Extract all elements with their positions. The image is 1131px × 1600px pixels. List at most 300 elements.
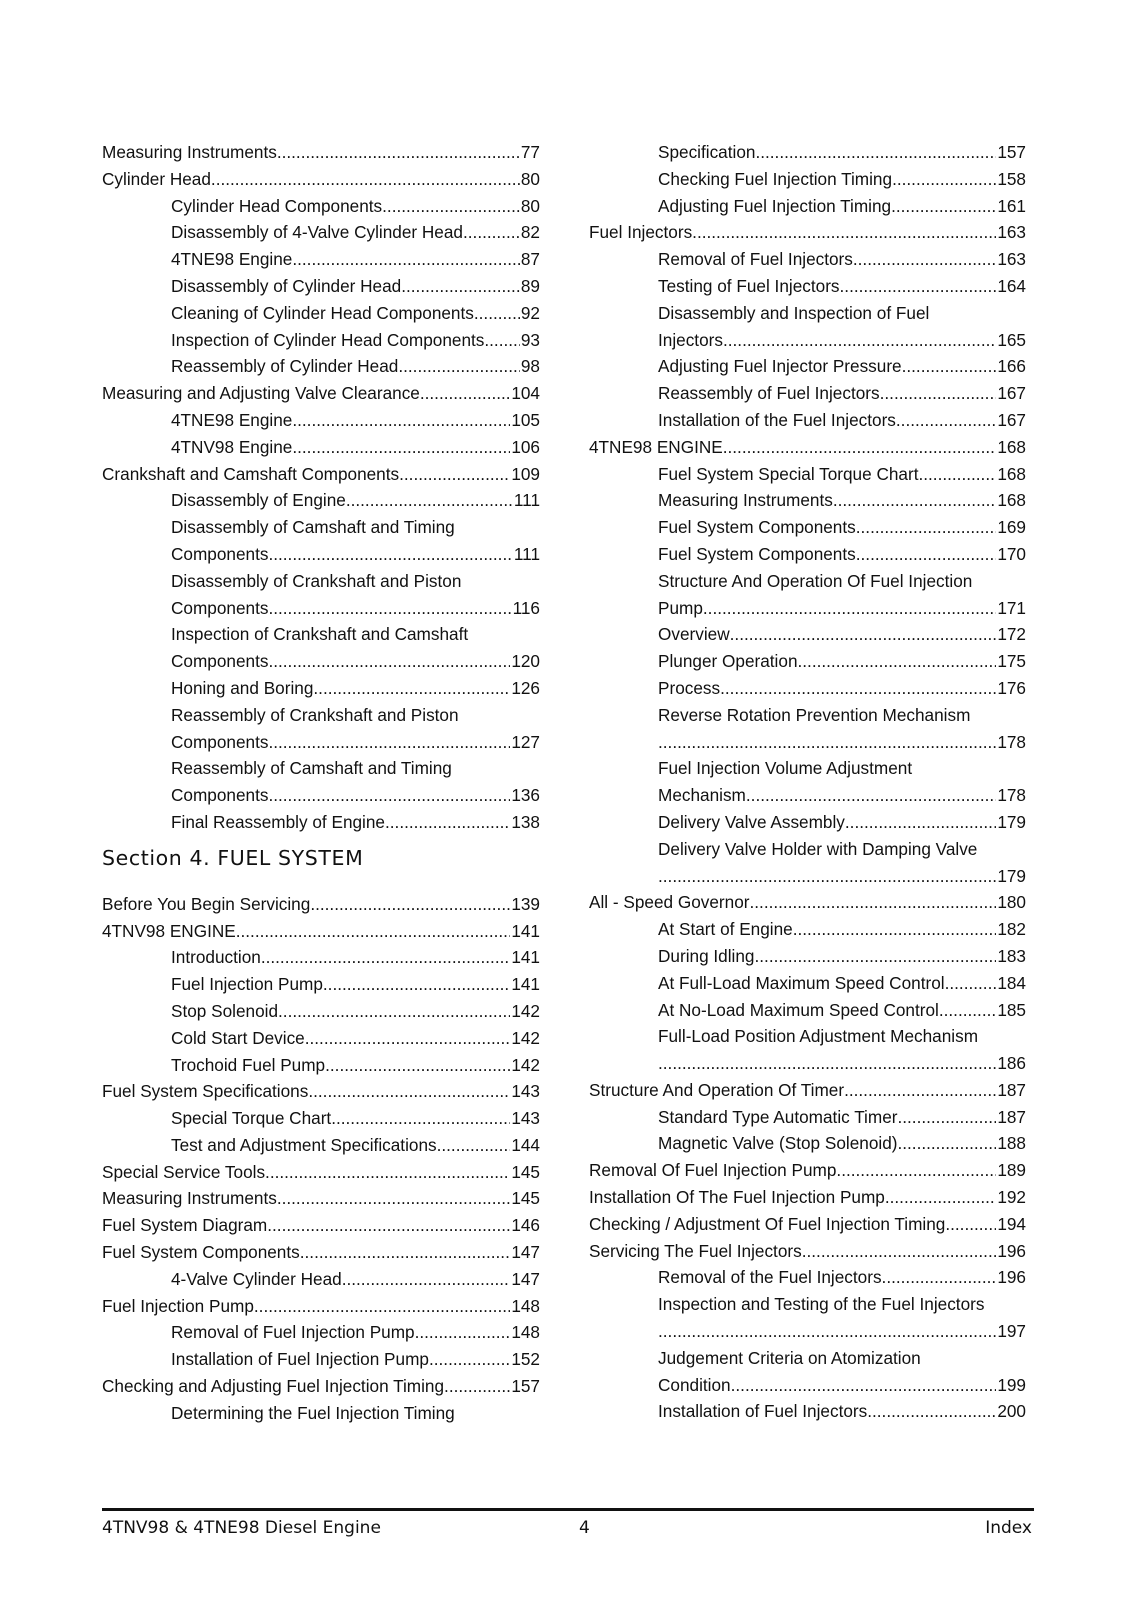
toc-page-number: 157 xyxy=(997,142,1026,162)
dot-leader xyxy=(325,1052,510,1079)
toc-entry-title: At No-Load Maximum Speed Control xyxy=(658,999,939,1020)
toc-entry-title: Inspection and Testing of the Fuel Injectors xyxy=(658,1294,985,1315)
toc-entry-title: Disassembly and Inspection of Fuel xyxy=(658,302,930,323)
footer-section: Index xyxy=(985,1518,1032,1538)
dot-leader xyxy=(399,461,510,488)
toc-page-number: 197 xyxy=(997,1321,1026,1342)
toc-entry-title: Overview xyxy=(658,624,730,645)
toc-entry-title: Before You Begin Servicing xyxy=(102,893,311,914)
dot-leader xyxy=(891,193,996,220)
toc-page-number: 148 xyxy=(511,1322,540,1343)
toc-page-number: 146 xyxy=(511,1215,540,1236)
toc-page-number: 171 xyxy=(997,597,1026,618)
dot-leader xyxy=(856,541,997,568)
footer-rule xyxy=(102,1508,1034,1511)
toc-page-number: 148 xyxy=(511,1295,540,1316)
toc-page-number: 167 xyxy=(997,409,1026,430)
toc-entry[interactable] xyxy=(589,997,1026,1024)
dot-leader xyxy=(798,648,997,675)
toc-entry-title: Reassembly of Camshaft and Timing xyxy=(171,758,452,779)
toc-entry-title: Measuring and Adjusting Valve Clearance xyxy=(102,383,420,404)
toc-entry-title: Standard Type Automatic Timer xyxy=(658,1106,898,1127)
toc-entry[interactable] xyxy=(589,380,1026,407)
toc-entry-continued xyxy=(589,1023,1026,1050)
toc-entry[interactable] xyxy=(589,327,1026,354)
toc-entry-continued xyxy=(102,1400,540,1427)
toc-entry-title: Fuel Injection Pump xyxy=(102,1295,254,1316)
toc-entry[interactable] xyxy=(102,461,540,488)
dot-leader xyxy=(945,1211,996,1238)
toc-entry-title: At Full-Load Maximum Speed Control xyxy=(658,972,945,993)
toc-entry-title: Injectors xyxy=(658,329,723,350)
dot-leader xyxy=(833,487,997,514)
toc-page-number: 87 xyxy=(520,249,540,270)
toc-entry-title: 4TNE98 Engine xyxy=(171,249,293,270)
toc-entry-title: Disassembly of Crankshaft and Piston xyxy=(171,570,462,591)
toc-entry-title: Special Torque Chart xyxy=(171,1108,332,1129)
toc-entry-title: Removal of Fuel Injection Pump xyxy=(171,1322,415,1343)
toc-entry[interactable] xyxy=(102,1159,540,1186)
dot-leader xyxy=(867,1398,996,1425)
toc-entry-title: Disassembly of 4-Valve Cylinder Head xyxy=(171,222,463,243)
toc-entry-title: Inspection of Cylinder Head Components xyxy=(171,329,485,350)
dot-leader xyxy=(885,1184,996,1211)
toc-entry[interactable] xyxy=(589,434,1026,461)
toc-page-number: 200 xyxy=(997,1401,1026,1422)
toc-page-number: 183 xyxy=(997,945,1026,966)
toc-entry[interactable] xyxy=(589,407,1026,434)
dot-leader xyxy=(703,595,996,622)
dot-leader xyxy=(261,944,510,971)
toc-entry-title: 4-Valve Cylinder Head xyxy=(171,1268,342,1289)
toc-entry[interactable] xyxy=(589,353,1026,380)
toc-entry-title: Judgement Criteria on Atomization xyxy=(658,1347,921,1368)
dot-leader xyxy=(897,1130,996,1157)
toc-entry[interactable] xyxy=(102,1052,540,1079)
toc-entry-continued xyxy=(589,1345,1026,1372)
toc-entry-title: Special Service Tools xyxy=(102,1161,266,1182)
dot-leader xyxy=(292,434,510,461)
toc-entry-title: Stop Solenoid xyxy=(171,1000,279,1021)
toc-entry[interactable] xyxy=(589,1184,1026,1211)
dot-leader xyxy=(793,916,997,943)
toc-page-number: 196 xyxy=(997,1240,1026,1261)
toc-page-number: 166 xyxy=(997,356,1026,377)
toc-entry[interactable] xyxy=(102,971,540,998)
toc-entry[interactable] xyxy=(589,889,1026,916)
toc-page-number: 89 xyxy=(520,275,540,296)
toc-entry-continued xyxy=(102,568,540,595)
toc-page-number: 98 xyxy=(520,356,540,377)
toc-page-number: 141 xyxy=(511,920,540,941)
toc-entry[interactable] xyxy=(102,675,540,702)
dot-leader xyxy=(731,1372,997,1399)
dot-leader xyxy=(300,1239,511,1266)
toc-entry[interactable] xyxy=(589,461,1026,488)
dot-leader xyxy=(310,891,510,918)
toc-page-number: 105 xyxy=(511,409,540,430)
dot-leader xyxy=(474,300,520,327)
toc-entry-title: Structure And Operation Of Fuel Injection xyxy=(658,570,973,591)
dot-leader xyxy=(268,729,510,756)
toc-page-number: 169 xyxy=(997,517,1026,538)
toc-entry[interactable] xyxy=(102,407,540,434)
toc-page-number: 194 xyxy=(997,1213,1026,1234)
toc-entry-title: Checking and Adjusting Fuel Injection Timing xyxy=(102,1376,445,1397)
toc-page-number: 116 xyxy=(512,597,540,618)
toc-entry[interactable] xyxy=(102,246,540,273)
toc-entry-title: Determining the Fuel Injection Timing xyxy=(171,1402,455,1423)
toc-page-number: 165 xyxy=(997,329,1026,350)
toc-entry[interactable] xyxy=(102,891,540,918)
toc-entry-continued xyxy=(589,755,1026,782)
dot-leader xyxy=(305,1025,511,1052)
toc-entry[interactable] xyxy=(102,648,540,675)
toc-page-number: 185 xyxy=(997,999,1026,1020)
toc-entry-continued xyxy=(589,300,1026,327)
dot-leader xyxy=(853,246,996,273)
toc-page-number: 136 xyxy=(511,785,540,806)
toc-entry[interactable] xyxy=(102,944,540,971)
toc-entry[interactable] xyxy=(589,1238,1026,1265)
page-footer xyxy=(102,1515,1032,1541)
toc-entry[interactable] xyxy=(589,1157,1026,1184)
toc-entry-title: 4TNE98 ENGINE xyxy=(589,436,723,457)
toc-page-number: 180 xyxy=(997,892,1026,913)
toc-page-number: 142 xyxy=(511,1000,540,1021)
dot-leader xyxy=(755,139,996,166)
toc-entry-title: 4TNE98 Engine xyxy=(171,409,293,430)
toc-page-number: 168 xyxy=(997,463,1026,484)
toc-entry-title: Installation of Fuel Injection Pump xyxy=(171,1349,429,1370)
toc-entry-title: Components xyxy=(171,731,269,752)
toc-entry[interactable] xyxy=(589,246,1026,273)
toc-entry[interactable] xyxy=(102,166,540,193)
dot-leader xyxy=(268,541,512,568)
toc-page-number: 109 xyxy=(511,463,540,484)
toc-entry-title: Cylinder Head xyxy=(102,168,211,189)
toc-entry-title: Fuel System Diagram xyxy=(102,1215,268,1236)
toc-entry-title: Fuel System Components xyxy=(102,1242,300,1263)
toc-entry-title: All - Speed Governor xyxy=(589,892,750,913)
toc-page-number: 120 xyxy=(511,651,540,672)
dot-leader xyxy=(331,1105,510,1132)
dot-leader xyxy=(385,809,510,836)
toc-page-number: 187 xyxy=(997,1079,1026,1100)
toc-entry-title: Fuel Injection Pump xyxy=(171,974,323,995)
toc-entry[interactable] xyxy=(589,1264,1026,1291)
dot-leader xyxy=(723,327,996,354)
toc-entry-title: Introduction xyxy=(171,947,261,968)
toc-entry-title: Removal of the Fuel Injectors xyxy=(658,1267,882,1288)
toc-entry[interactable] xyxy=(589,193,1026,220)
toc-entry-title: Measuring Instruments xyxy=(102,142,277,162)
toc-entry[interactable] xyxy=(102,1346,540,1373)
toc-entry[interactable] xyxy=(589,1372,1026,1399)
toc-entry[interactable] xyxy=(589,1318,1026,1345)
toc-page-number: 164 xyxy=(997,275,1026,296)
toc-entry[interactable] xyxy=(102,487,540,514)
toc-entry-title: Checking / Adjustment Of Fuel Injection Timing xyxy=(589,1213,946,1234)
toc-entry-title: Delivery Valve Holder with Damping Valve xyxy=(658,838,978,859)
toc-entry[interactable] xyxy=(589,1104,1026,1131)
dot-leader xyxy=(918,461,996,488)
toc-page-number: 161 xyxy=(997,195,1026,216)
toc-page-number: 106 xyxy=(511,436,540,457)
toc-page-number: 127 xyxy=(511,731,540,752)
dot-leader xyxy=(658,729,996,756)
dot-leader xyxy=(236,918,511,945)
dot-leader xyxy=(346,487,513,514)
toc-entry[interactable] xyxy=(589,273,1026,300)
toc-entry[interactable] xyxy=(102,1078,540,1105)
toc-page-number: 142 xyxy=(511,1054,540,1075)
toc-entry[interactable] xyxy=(102,998,540,1025)
dot-leader xyxy=(939,997,996,1024)
toc-entry-title: Measuring Instruments xyxy=(102,1188,277,1209)
toc-entry-title: Cylinder Head Components xyxy=(171,195,383,216)
toc-page-number: 186 xyxy=(997,1053,1026,1074)
toc-entry[interactable] xyxy=(102,1132,540,1159)
toc-entry[interactable] xyxy=(102,1025,540,1052)
dot-leader xyxy=(323,971,510,998)
toc-entry-title: Components xyxy=(171,597,269,618)
dot-leader xyxy=(844,1077,996,1104)
toc-entry[interactable] xyxy=(589,1398,1026,1425)
toc-page-number: 142 xyxy=(511,1027,540,1048)
dot-leader xyxy=(292,246,520,273)
page-number: 4 xyxy=(579,1518,590,1538)
toc-entry-title: Disassembly of Engine xyxy=(171,490,346,511)
dot-leader xyxy=(401,273,520,300)
dot-leader xyxy=(292,407,510,434)
toc-entry-title: Removal Of Fuel Injection Pump xyxy=(589,1160,837,1181)
toc-entry[interactable] xyxy=(102,1373,540,1400)
toc-entry[interactable] xyxy=(589,863,1026,890)
toc-entry-title: Fuel Injection Volume Adjustment xyxy=(658,758,913,779)
toc-entry[interactable] xyxy=(102,1293,540,1320)
toc-entry[interactable] xyxy=(102,1212,540,1239)
toc-page-number: 157 xyxy=(511,1376,540,1397)
toc-page-number: 192 xyxy=(997,1187,1026,1208)
toc-entry[interactable] xyxy=(102,809,540,836)
dot-leader xyxy=(658,1318,996,1345)
dot-leader xyxy=(902,353,997,380)
toc-right-column xyxy=(589,139,1026,1425)
dot-leader xyxy=(945,970,997,997)
toc-page-number: 168 xyxy=(997,436,1026,457)
toc-entry-title: Cleaning of Cylinder Head Components xyxy=(171,302,474,323)
toc-page-number: 77 xyxy=(520,142,540,162)
toc-entry[interactable] xyxy=(102,273,540,300)
toc-entry[interactable] xyxy=(102,729,540,756)
dot-leader xyxy=(211,166,520,193)
toc-entry-title: Honing and Boring xyxy=(171,677,314,698)
toc-entry[interactable] xyxy=(102,1185,540,1212)
dot-leader xyxy=(308,1078,510,1105)
toc-entry[interactable] xyxy=(589,648,1026,675)
toc-entry-continued xyxy=(589,568,1026,595)
dot-leader xyxy=(720,675,996,702)
dot-leader xyxy=(267,1212,510,1239)
toc-entry[interactable] xyxy=(102,193,540,220)
toc-entry[interactable] xyxy=(589,970,1026,997)
dot-leader xyxy=(398,353,520,380)
toc-entry-title: Components xyxy=(171,651,269,672)
toc-entry-title: During Idling xyxy=(658,945,755,966)
toc-entry[interactable] xyxy=(102,1266,540,1293)
toc-entry[interactable] xyxy=(589,729,1026,756)
toc-page-number: 167 xyxy=(997,383,1026,404)
toc-page-number: 170 xyxy=(997,543,1026,564)
toc-page-number: 188 xyxy=(997,1133,1026,1154)
dot-leader xyxy=(429,1346,510,1373)
toc-entry-title: Adjusting Fuel Injection Timing xyxy=(658,195,892,216)
toc-entry[interactable] xyxy=(589,1050,1026,1077)
toc-entry-title: Mechanism xyxy=(658,785,746,806)
toc-page-number: 176 xyxy=(997,677,1026,698)
dot-leader xyxy=(658,863,996,890)
toc-entry[interactable] xyxy=(102,1239,540,1266)
toc-entry[interactable] xyxy=(589,1077,1026,1104)
toc-entry-title: At Start of Engine xyxy=(658,919,793,940)
toc-entry[interactable] xyxy=(589,675,1026,702)
dot-leader xyxy=(437,1132,511,1159)
toc-entry[interactable] xyxy=(102,595,540,622)
dot-leader xyxy=(277,1185,511,1212)
toc-entry[interactable] xyxy=(589,943,1026,970)
toc-page-number: 111 xyxy=(513,543,540,564)
dot-leader xyxy=(892,166,996,193)
dot-leader xyxy=(896,407,996,434)
dot-leader xyxy=(802,1238,997,1265)
toc-entry[interactable] xyxy=(589,487,1026,514)
toc-entry[interactable] xyxy=(102,1319,540,1346)
toc-entry[interactable] xyxy=(102,353,540,380)
toc-entry-title: Reassembly of Cylinder Head xyxy=(171,356,399,377)
section-heading: Section 4. FUEL SYSTEM xyxy=(102,845,364,870)
dot-leader xyxy=(342,1266,511,1293)
toc-entry[interactable] xyxy=(589,514,1026,541)
toc-entry[interactable] xyxy=(589,621,1026,648)
dot-leader xyxy=(444,1373,510,1400)
toc-entry[interactable] xyxy=(102,541,540,568)
toc-page-number: 178 xyxy=(997,785,1026,806)
toc-entry-title: Fuel System Components xyxy=(658,543,856,564)
toc-entry-title: Magnetic Valve (Stop Solenoid) xyxy=(658,1133,898,1154)
dot-leader xyxy=(382,193,520,220)
toc-entry[interactable] xyxy=(589,139,1026,166)
toc-entry-title: Inspection of Crankshaft and Camshaft xyxy=(171,624,469,645)
dot-leader xyxy=(278,998,510,1025)
toc-entry-title: Delivery Valve Assembly xyxy=(658,811,845,832)
toc-page-number: 104 xyxy=(511,383,540,404)
dot-leader xyxy=(746,782,996,809)
toc-entry-title: Full-Load Position Adjustment Mechanism xyxy=(658,1026,979,1047)
toc-entry-continued xyxy=(589,702,1026,729)
toc-page-number: 144 xyxy=(511,1134,540,1155)
toc-entry-title: Reassembly of Crankshaft and Piston xyxy=(171,704,459,725)
toc-page-number: 178 xyxy=(997,731,1026,752)
toc-entry-title: Final Reassembly of Engine xyxy=(171,811,385,832)
dot-leader xyxy=(755,943,997,970)
dot-leader xyxy=(254,1293,510,1320)
toc-entry[interactable] xyxy=(102,434,540,461)
toc-entry-title: Installation of Fuel Injectors xyxy=(658,1401,868,1422)
toc-entry[interactable] xyxy=(589,782,1026,809)
toc-page-number: 143 xyxy=(511,1108,540,1129)
toc-entry-title: Plunger Operation xyxy=(658,651,798,672)
toc-entry-title: Reverse Rotation Prevention Mechanism xyxy=(658,704,971,725)
toc-page-number: 179 xyxy=(997,811,1026,832)
toc-entry-title: Specification xyxy=(658,142,756,162)
toc-entry[interactable] xyxy=(102,219,540,246)
toc-entry[interactable] xyxy=(589,541,1026,568)
toc-entry-title: 4TNV98 ENGINE xyxy=(102,920,236,941)
dot-leader xyxy=(420,380,510,407)
toc-entry[interactable] xyxy=(589,916,1026,943)
toc-entry[interactable] xyxy=(102,327,540,354)
dot-leader xyxy=(836,1157,996,1184)
toc-page-number: 126 xyxy=(511,677,540,698)
toc-entry-continued xyxy=(102,621,540,648)
toc-entry-title: Installation of the Fuel Injectors xyxy=(658,409,896,430)
toc-entry[interactable] xyxy=(589,595,1026,622)
toc-entry[interactable] xyxy=(102,300,540,327)
dot-leader xyxy=(692,219,996,246)
toc-entry[interactable] xyxy=(102,139,540,166)
toc-entry[interactable] xyxy=(102,1105,540,1132)
toc-page-number: 196 xyxy=(997,1267,1026,1288)
toc-entry-title: Fuel System Specifications xyxy=(102,1081,309,1102)
dot-leader xyxy=(723,434,997,461)
toc-entry-title: Components xyxy=(171,543,269,564)
toc-entry[interactable] xyxy=(102,380,540,407)
toc-entry-title: Condition xyxy=(658,1374,731,1395)
toc-entry-title: Adjusting Fuel Injector Pressure xyxy=(658,356,902,377)
toc-entry-title: Checking Fuel Injection Timing xyxy=(658,168,893,189)
toc-page-number: 141 xyxy=(511,974,540,995)
toc-entry-title: Installation Of The Fuel Injection Pump xyxy=(589,1187,885,1208)
toc-entry-title: Testing of Fuel Injectors xyxy=(658,275,840,296)
toc-entry-continued xyxy=(102,702,540,729)
toc-page-number: 199 xyxy=(997,1374,1026,1395)
toc-entry[interactable] xyxy=(102,782,540,809)
toc-entry-title: Process xyxy=(658,677,721,698)
toc-entry-title: Components xyxy=(171,785,269,806)
toc-entry-title: 4TNV98 Engine xyxy=(171,436,293,457)
toc-page-number: 168 xyxy=(997,490,1026,511)
toc-entry[interactable] xyxy=(589,1130,1026,1157)
toc-entry-title: Fuel System Special Torque Chart xyxy=(658,463,919,484)
footer-title: 4TNV98 & 4TNE98 Diesel Engine xyxy=(102,1518,381,1538)
dot-leader xyxy=(463,219,520,246)
dot-leader xyxy=(277,139,520,166)
toc-entry[interactable] xyxy=(589,809,1026,836)
toc-page-number: 187 xyxy=(997,1106,1026,1127)
toc-entry-title: Test and Adjustment Specifications xyxy=(171,1134,437,1155)
toc-page-number: 138 xyxy=(511,811,540,832)
toc-entry[interactable] xyxy=(589,166,1026,193)
toc-entry-title: Removal of Fuel Injectors xyxy=(658,249,853,270)
toc-entry-title: Reassembly of Fuel Injectors xyxy=(658,383,880,404)
toc-entry[interactable] xyxy=(589,219,1026,246)
toc-entry-title: Pump xyxy=(658,597,703,618)
toc-entry[interactable] xyxy=(589,1211,1026,1238)
dot-leader xyxy=(882,1264,997,1291)
toc-entry[interactable] xyxy=(102,918,540,945)
toc-page-number: 147 xyxy=(511,1242,540,1263)
